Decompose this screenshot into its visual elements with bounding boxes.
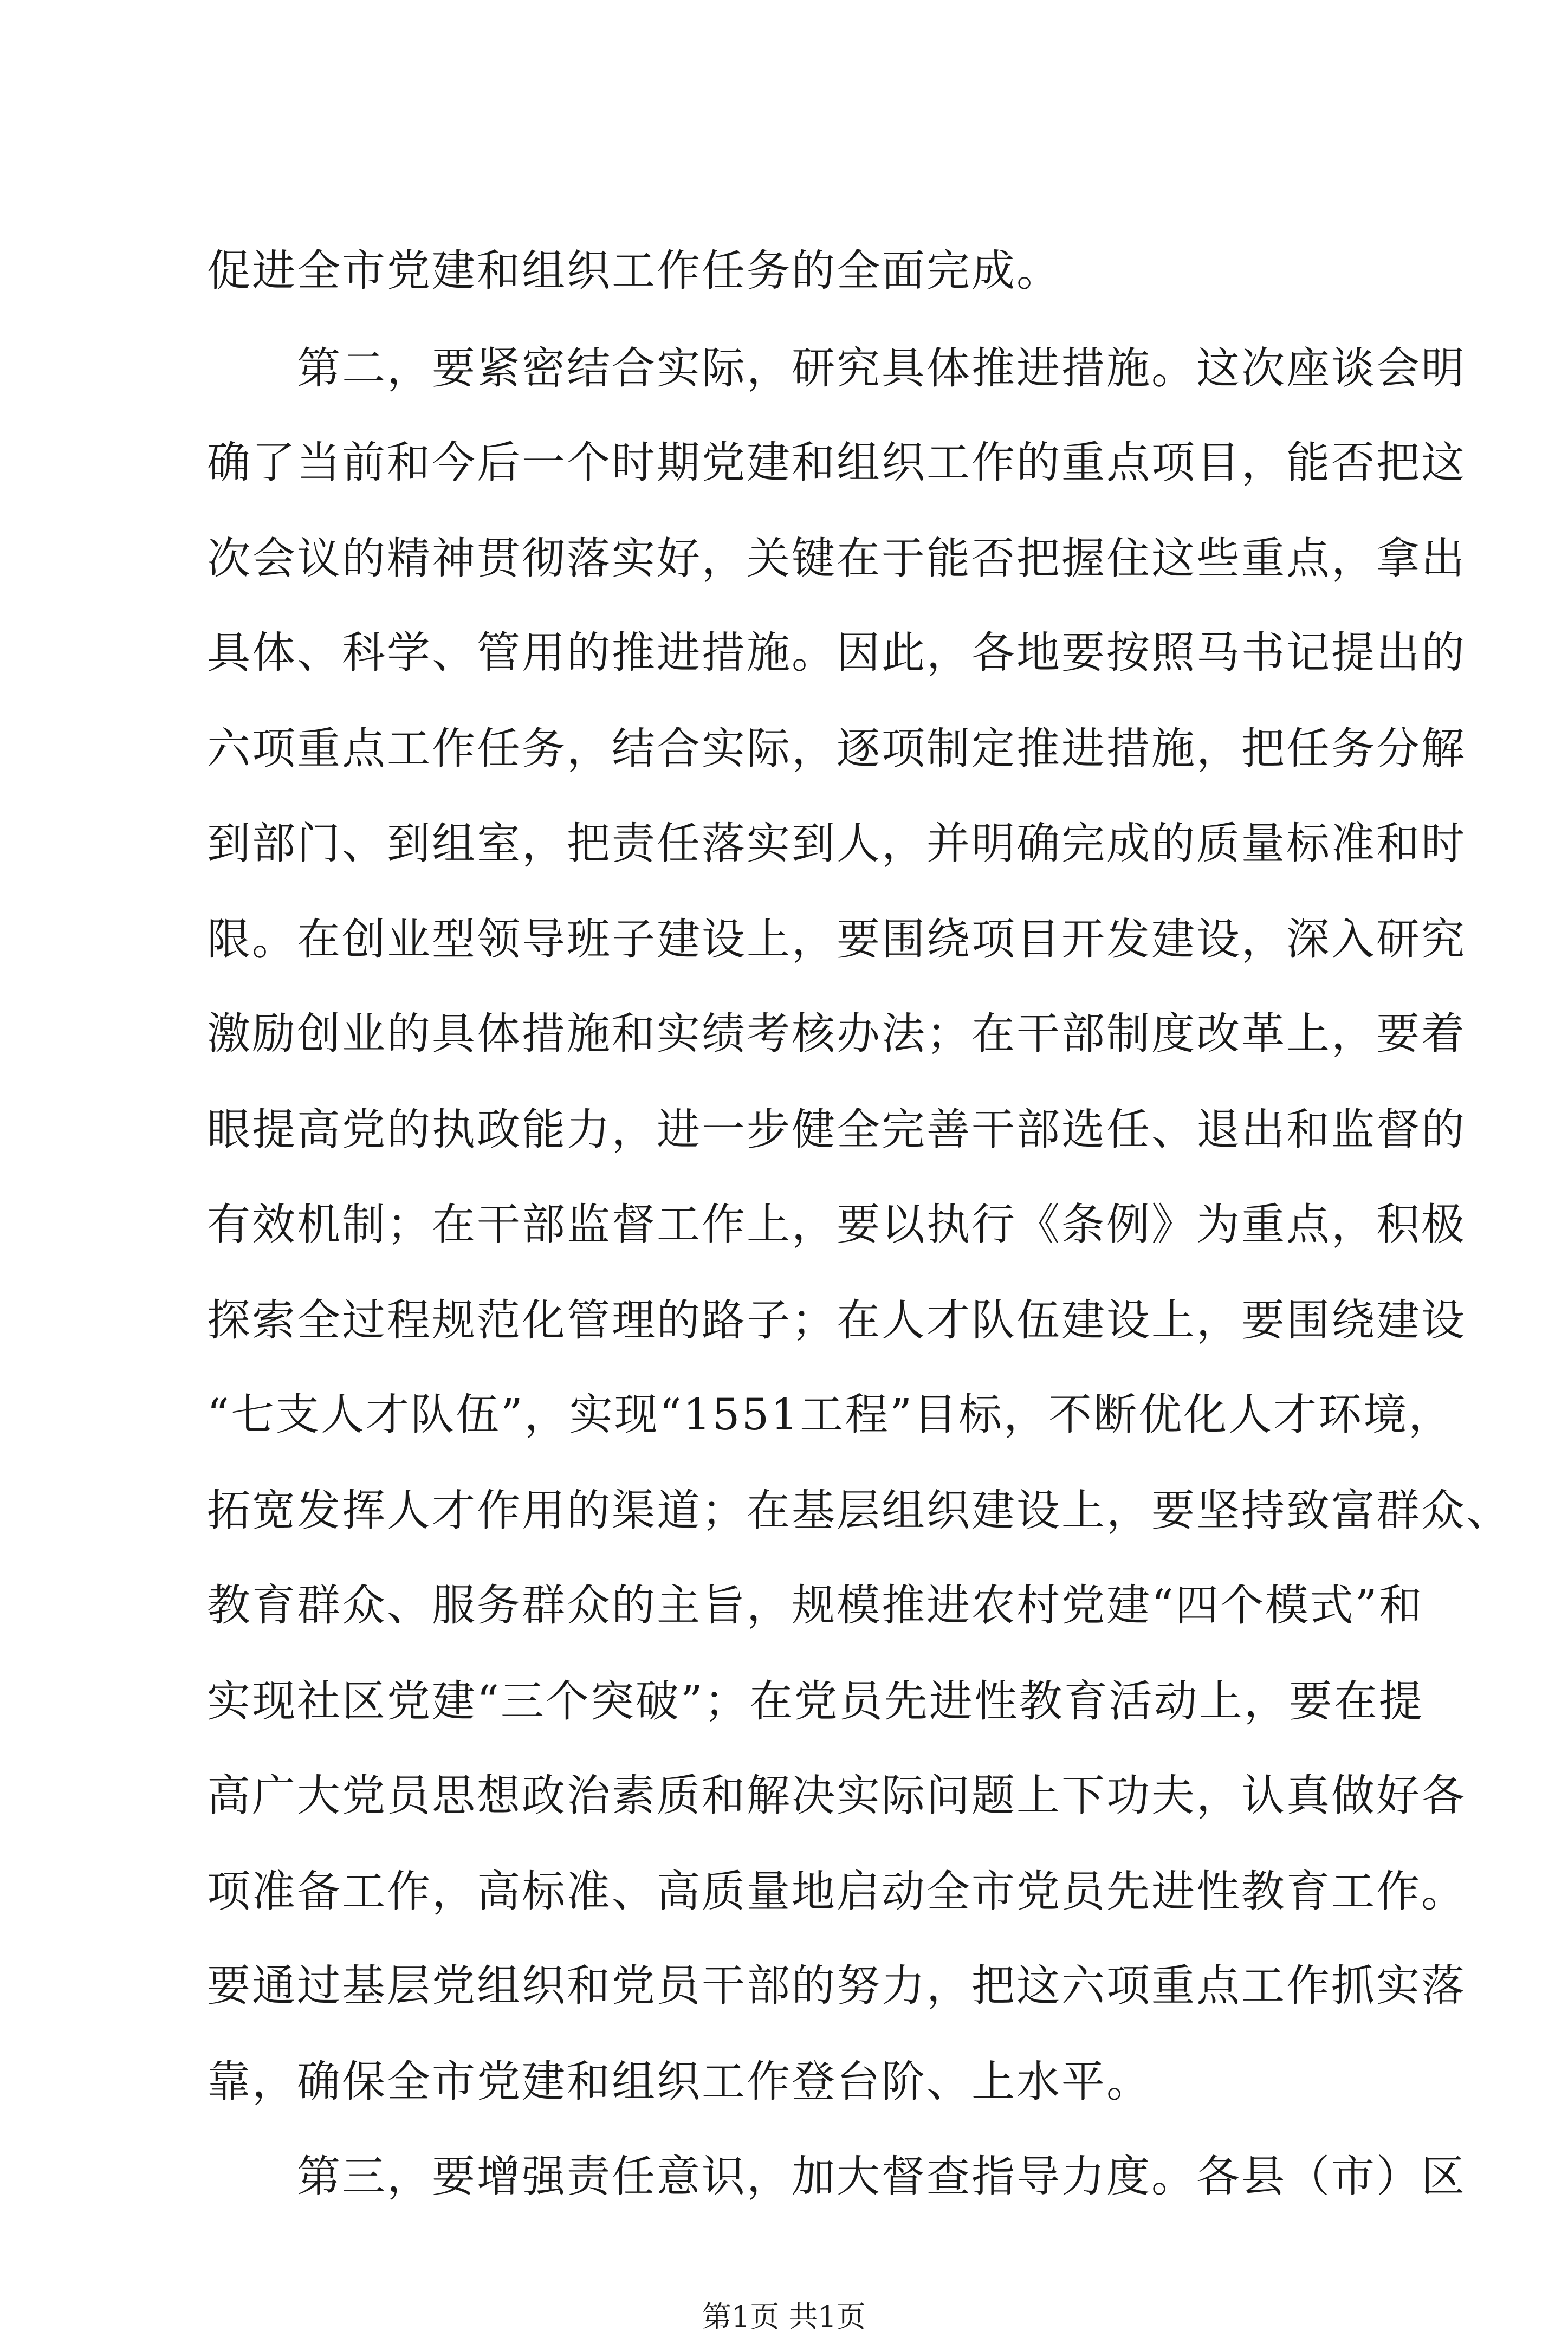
text-line-6: 六项重点工作任务，结合实际，逐项制定推进措施，把任务分解 [207, 723, 1466, 774]
text-line-17: 高广大党员思想政治素质和解决实际问题上下功夫，认真做好各 [207, 1770, 1466, 1821]
text-line-14: 拓宽发挥人才作用的渠道；在基层组织建设上，要坚持致富群众、 [207, 1485, 1511, 1536]
text-line-16: 实现社区党建“三个突破”；在党员先进性教育活动上，要在提 [207, 1676, 1424, 1726]
text-line-4: 次会议的精神贯彻落实好，关键在于能否把握住这些重点，拿出 [207, 533, 1466, 584]
text-line-11: 有效机制；在干部监督工作上，要以执行《条例》为重点，积极 [207, 1199, 1466, 1250]
text-line-1: 促进全市党建和组织工作任务的全面完成。 [207, 245, 1061, 296]
text-line-13: “七支人才队伍”，实现“1551工程”目标，不断优化人才环境， [207, 1389, 1454, 1440]
text-line-8: 限。在创业型领导班子建设上，要围绕项目开发建设，深入研究 [207, 914, 1466, 965]
text-line-5: 具体、科学、管用的推进措施。因此，各地要按照马书记提出的 [207, 627, 1466, 678]
text-line-18: 项准备工作，高标准、高质量地启动全市党员先进性教育工作。 [207, 1866, 1466, 1917]
text-line-9: 激励创业的具体措施和实绩考核办法；在干部制度改革上，要着 [207, 1008, 1466, 1059]
text-line-3: 确了当前和今后一个时期党建和组织工作的重点项目，能否把这 [207, 437, 1466, 488]
text-line-21: 第三，要增强责任意识，加大督查指导力度。各县（市）区 [207, 2151, 1466, 2202]
text-line-19: 要通过基层党组织和党员干部的努力，把这六项重点工作抓实落 [207, 1960, 1466, 2011]
text-line-15: 教育群众、服务群众的主旨，规模推进农村党建“四个模式”和 [207, 1580, 1424, 1630]
page-footer: 第1页 共1页 [702, 2300, 866, 2334]
text-line-2: 第二，要紧密结合实际，研究具体推进措施。这次座谈会明 [207, 343, 1466, 393]
text-line-7: 到部门、到组室，把责任落实到人，并明确完成的质量标准和时 [207, 818, 1466, 869]
text-line-12: 探索全过程规范化管理的路子；在人才队伍建设上，要围绕建设 [207, 1295, 1466, 1345]
text-line-10: 眼提高党的执政能力，进一步健全完善干部选任、退出和监督的 [207, 1104, 1466, 1155]
text-line-20: 靠，确保全市党建和组织工作登台阶、上水平。 [207, 2056, 1151, 2107]
